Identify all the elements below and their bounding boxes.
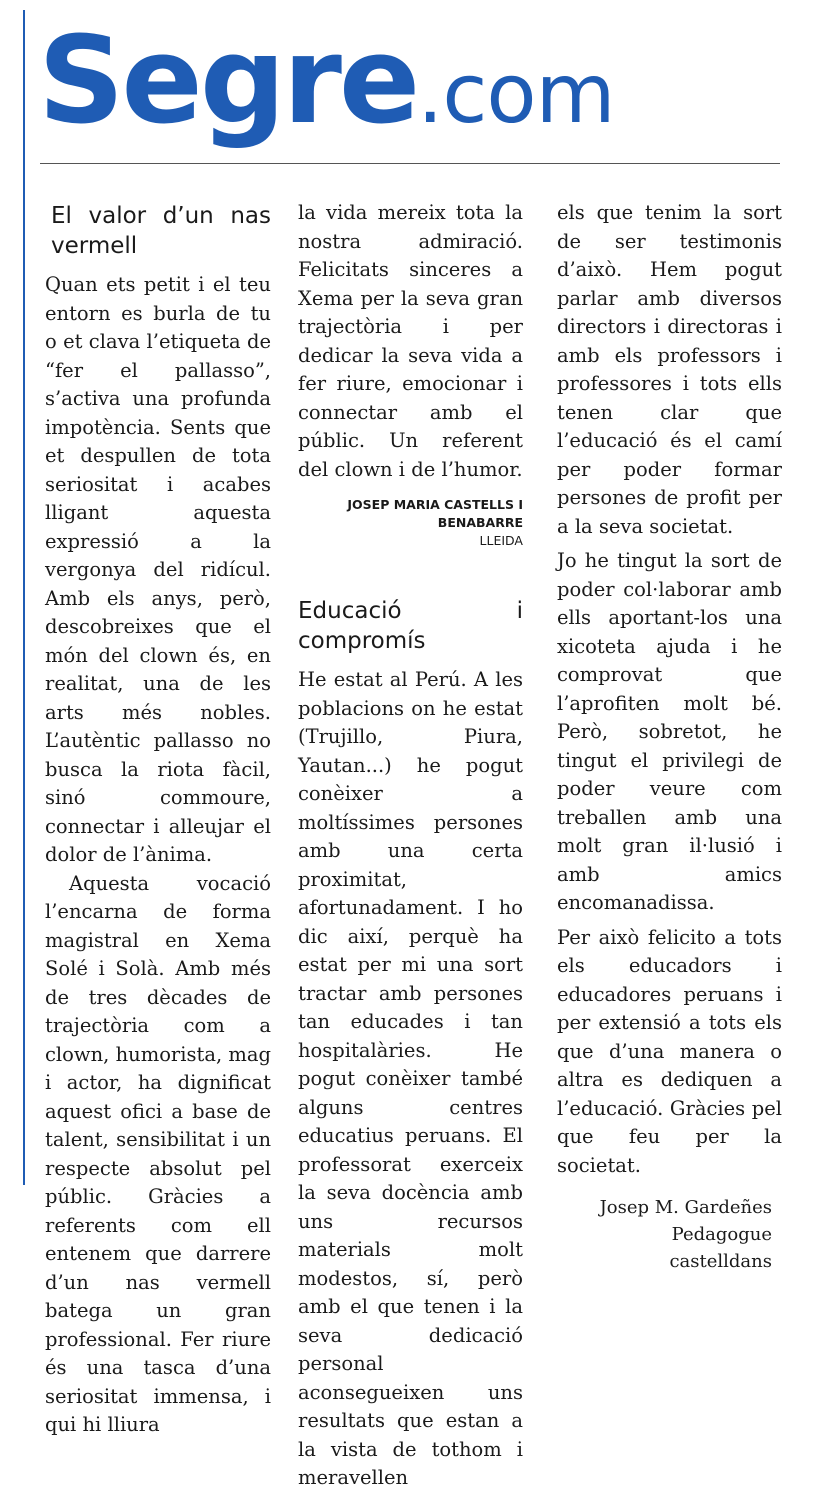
- column-3: [557, 199, 782, 1275]
- letter2-headline: Educació i compromís: [298, 598, 523, 654]
- letter2-author: Josep M. Gardeñes: [599, 1197, 772, 1218]
- letter2-paragraph-1: [298, 666, 523, 1493]
- letter2-place: castelldans: [669, 1251, 772, 1272]
- column-2: [298, 199, 523, 1493]
- masthead-logo: [38, 12, 738, 162]
- letter2-paragraph-2: Jo he tingut la sort de poder col·laborar amb ells aportant-los una xicoteta ajuda i he comprovat que l’aprofiten molt bé. Però, sobretot, he tingut el privilegi de poder veure com treballen amb una molt gran il·lusió i amb amics encomanadissa.: [557, 549, 782, 914]
- letter2-paragraph-1-tail: els que tenim la sort de ser testimonis d’això. Hem pogut parlar amb diversos directors i directoras i amb els professors i professores i tots ells tenen clar que l’educació és el camí per poder formar persones de profit per a la seva societat.: [557, 201, 782, 538]
- column-1: [45, 195, 271, 1440]
- masthead-divider: [40, 163, 780, 164]
- letter1-paragraph-1: Quan ets petit i el teu entorn es burla de tu o et clava l’etiqueta de “fer el pallasso”, s’activa una profunda impotència. Sents que et despullen de tota seriositat i acabes lligant aquesta expressió a la vergonya del ridícul. Amb els anys, però, descobreixes que el món del clown és, en realitat, una de les arts més nobles. L’autèntic pallasso no busca la riota fàcil, sinó commoure, connectar i alleujar el dolor de l’ànima.: [45, 273, 271, 866]
- letter1-paragraph-2: Aquesta vocació l’encarna de forma magistral en Xema Solé i Solà. Amb més de tres dècades de trajectòria com a clown, humorista, mag i actor, ha dignificat aquest ofici a base de talent, sensibilitat i un respecte absolut pel públic. Gràcies a referents com ell entenem que darrere d’un nas vermell batega un gran professional. Fer riure és una tasca d’una seriositat immensa, i qui hi lliura: [45, 871, 271, 1436]
- letter1-paragraph-2-continued: [298, 199, 523, 484]
- letter1-author: JOSEP MARIA CASTELLS I BENABARRE: [347, 497, 523, 530]
- letter1-place: LLEIDA: [479, 533, 523, 548]
- masthead-brand: Segre: [38, 12, 418, 151]
- letter1-paragraph-2-start: [45, 870, 271, 1440]
- masthead-tld: .com: [417, 47, 615, 142]
- letter2-paragraph-1-continued: [557, 199, 782, 541]
- letter2-paragraph-1-head: He estat al Perú. A les poblacions on he estat (Trujillo, Piura, Yautan...) he pogut conèixer a moltíssimes persones amb una certa proximitat, afortunadament. I ho dic així, perquè ha estat per mi una sort tractar amb persones tan educades i tan hospitalàries. He pogut conèixer també alguns centres educatius peruans. El professorat exerceix la seva docència amb uns recursos materials molt modestos, sí, però amb el que tenen i la seva dedicació personal aconsegueixen uns resultats que estan a la vista de tothom i meravellen: [298, 668, 523, 1489]
- letter2-role: Pedagogue: [671, 1224, 772, 1245]
- letter1-paragraph-2-tail: la vida mereix tota la nostra admiració. Felicitats sinceres a Xema per la seva gran trajectòria i per dedicar la seva vida a fer riure, emocionar i connectar amb el públic. Un referent del clown i de l’humor.: [298, 201, 523, 481]
- letter2-author-block: [557, 1194, 782, 1275]
- letter1-headline: El valor d’un nas vermell: [51, 203, 271, 259]
- letter2-paragraph-3: Per això felicito a tots els educadors i educadores peruans i per extensió a tots els que d’una manera o altra es dediquen a l’educació. Gràcies pel que feu per la societat.: [557, 925, 782, 1177]
